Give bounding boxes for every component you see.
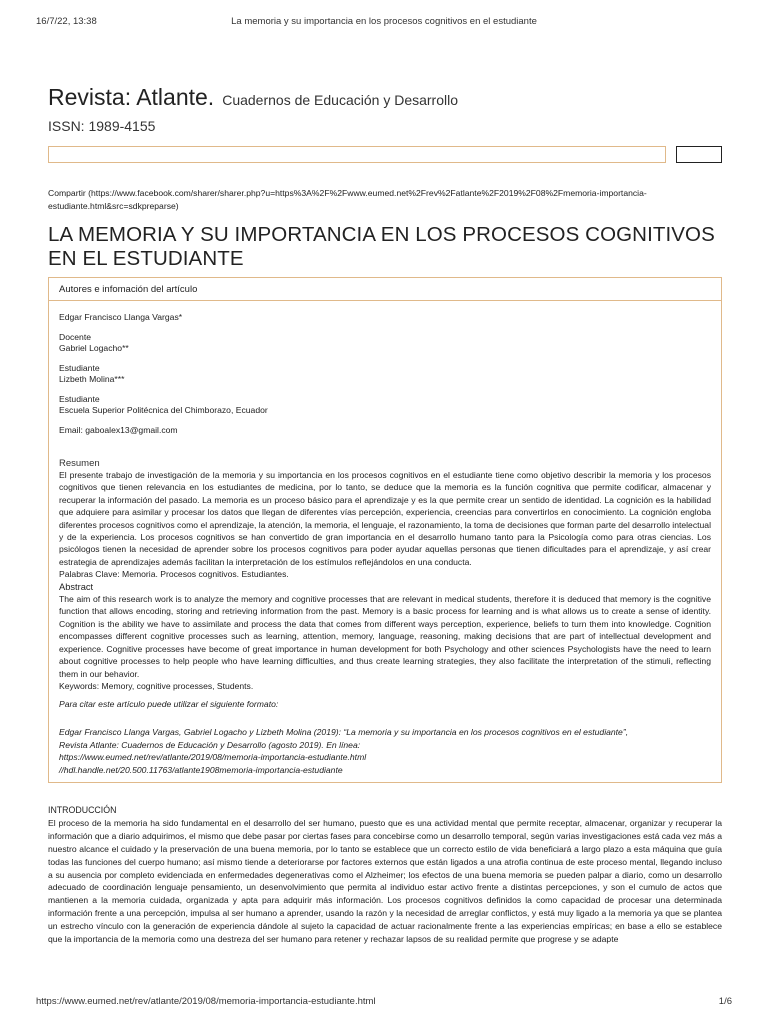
author-affiliation: Escuela Superior Politécnica del Chimborazo, Ecuador xyxy=(59,405,268,415)
search-button[interactable] xyxy=(676,146,722,163)
keywords: Keywords: Memory, cognitive processes, Students. xyxy=(59,680,254,691)
citation xyxy=(59,726,711,776)
author-line: Gabriel Logacho** xyxy=(59,343,129,353)
author-entry xyxy=(59,394,711,417)
cite-intro: Para citar este artículo puede utilizar el siguiente formato: xyxy=(59,699,279,710)
author-role: Estudiante xyxy=(59,393,100,404)
author-email xyxy=(59,425,711,437)
palabras-clave: Palabras Clave: Memoria. Procesos cognitivos. Estudiantes. xyxy=(59,569,289,580)
citation-line: Revista Atlante: Cuadernos de Educación y Desarrollo (agosto 2019). En línea: xyxy=(59,739,361,750)
email-text: Email: gaboalex13@gmail.com xyxy=(59,424,178,435)
resumen-text: El presente trabajo de investigación de la memoria y su importancia en los procesos cognitivos en el estudiante tiene como objetivo describir la memoria y los procesos cognitivos que tienen relevancia en los estudiantes de medicina, por lo tanto, se deduce que la memoria es la función cognitiva que permite codificar, almacenar y recuperar la información del pasado. La memoria es un proceso básico para el aprendizaje y es la que permite crear un sentido de identidad. La cognición es la habilidad que adquiere para asimilar y procesar los datos que llegan de diferentes vías percepción, experiencia, creencias para convertirlos en conocimiento. La cognición engloba diferentes procesos cognitivos como el aprendizaje, la atención, la memoria, el lenguaje, el razonamiento, la toma de decisiones que forman parte del desarrollo intelectual y de la experiencia. Los procesos cognitivos se han convertido de gran importancia en el desarrollo humano tanto para la Psicología como para otras ciencias. Los psicólogos tienen la necesidad de aprender sobre los procesos cognitivos para poder ayudar aquellas personas que tienen dificultades para el aprendizaje, y así crear estrategia de aprendizajes además facilitan la interpretación de los estímulos reflejándolos en una conducta. xyxy=(59,470,711,567)
panel-heading: Autores e infomación del artículo xyxy=(49,278,721,301)
article-info-panel xyxy=(48,277,722,783)
author-entry xyxy=(59,363,711,386)
print-title: La memoria y su importancia en los procesos cognitivos en el estudiante xyxy=(231,16,537,27)
abstract-text: The aim of this research work is to analyze the memory and cognitive processes that are relevant in medical students, therefore it is deduced that memory is the cognitive function that allows encoding, storing and retrieving information from the past. Memory is a basic process for learning and is what allows us to create a sense of identity. Cognition is the ability we have to assimilate and process the data that comes from different ways perception, experience, beliefs to turn them into knowledge. Cognition encompasses different cognitive processes such as learning, attention, memory, language, reasoning, making decisions that are part of intellectual development and experience. Cognitive processes have become of great importance in human development for both Psychology and other sciences Psychologists have the need to learn about cognitive processes to help people who have learning difficulties, and thus create learning strategies, they also facilitate the interpretation of the stimuli, reflecting them in our behavior. xyxy=(59,594,711,679)
author-entry xyxy=(59,332,711,355)
print-date: 16/7/22, 13:38 xyxy=(36,16,97,27)
author-list xyxy=(59,312,711,436)
author-role: Estudiante xyxy=(59,362,100,373)
journal-issn: ISSN: 1989-4155 xyxy=(48,118,156,134)
intro-text: El proceso de la memoria ha sido fundamental en el desarrollo del ser humano, puesto que es una actividad mental que permite receptar, almacenar, organizar y recuperar la información que a diario adquirimos, el mismo que debe pasar por ciertas fases para concebirse como un desarrollo temporal, según varias investigaciones está cada vez más a nuestro alcance el cuidado y la preservación de una buena memoria, por lo tanto se establece que un correcto estilo de vida beneficiará a largo plazo a esta máquina que guía todas las funciones del cuerpo humano; así mismo tiende a deteriorarse por factores externos que están ligados a una atrofia continua de este proceso mental, llegando incluso a su ausencia por completo evidenciada en enfermedades degenerativas como el Alzheimer; los efectos de una buena memoria se pueden palpar a diario, como un desarrollo adecuado de coordinación lenguaje pensamiento, un desenvolvimiento que permita al individuo estar activo frente a distintas percepciones, y son el cumulo de actos que mantienen a la memoria cuidada, organizada y apta para adquirir más información. Los procesos cognitivos definidos la como capacidad de procesar una determinada información frente a una percepción, impulsa al ser humano a aprender, usando la razón y la necesidad de arreglar conflictos, y está muy ligado a la memoria ya que se plantea un estrecho vínculo con la generación de experiencia dándole al sujeto la capacidad de actuar racionalmente frente a las experiencias empíricas; en base a ello se establece que la importancia de la memoria como una destreza del ser humano para retener y rechazar lapsos de su realidad permite que progrese y se adapte xyxy=(48,817,722,945)
share-link[interactable]: Compartir (https://www.facebook.com/sharer/sharer.php?u=https%3A%2F%2Fwww.eumed.net%2Frev%2Fatlante%2F2019%2F08%2Fmemoria-importancia-estudiante.html&src=sdkpreparse) xyxy=(48,188,647,211)
resumen-label: Resumen xyxy=(59,458,100,469)
print-url: https://www.eumed.net/rev/atlante/2019/08/memoria-importancia-estudiante.html xyxy=(36,996,376,1007)
author-role: Docente xyxy=(59,331,92,342)
search-bar[interactable] xyxy=(48,146,666,163)
intro-heading: INTRODUCCIÓN xyxy=(48,804,117,815)
citation-link[interactable]: //hdl.handle.net/20.500.11763/atlante1908memoria-importancia-estudiante xyxy=(59,764,343,775)
article-title: LA MEMORIA Y SU IMPORTANCIA EN LOS PROCESOS COGNITIVOS EN EL ESTUDIANTE xyxy=(48,223,715,270)
panel-body xyxy=(49,301,721,782)
citation-link[interactable]: https://www.eumed.net/rev/atlante/2019/08/memoria-importancia-estudiante.html xyxy=(59,752,367,763)
page-content xyxy=(48,84,722,946)
journal-masthead xyxy=(48,84,722,110)
print-footer xyxy=(36,996,732,1010)
citation-line: Edgar Francisco Llanga Vargas, Gabriel Logacho y Lizbeth Molina (2019): “La memoria y su importancia en los procesos cognitivos en el estudiante”, xyxy=(59,727,629,738)
author-entry xyxy=(59,312,711,324)
print-page-number: 1/6 xyxy=(718,996,732,1007)
author-line: Edgar Francisco Llanga Vargas* xyxy=(59,312,183,322)
header-widgets xyxy=(48,146,722,164)
journal-name[interactable]: Revista: Atlante. xyxy=(48,84,215,110)
author-line: Lizbeth Molina*** xyxy=(59,374,125,384)
journal-subtitle: Cuadernos de Educación y Desarrollo xyxy=(222,92,459,108)
print-header xyxy=(36,16,732,30)
abstract-label: Abstract xyxy=(59,581,94,592)
